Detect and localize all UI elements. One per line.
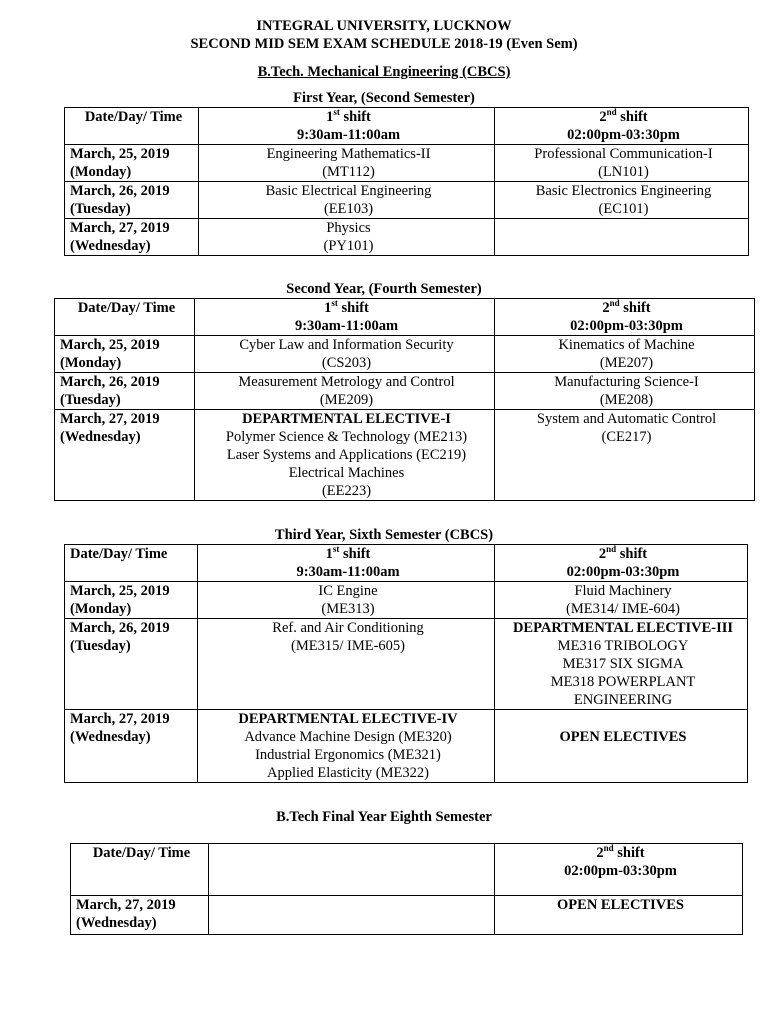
subject-code: (ME207) — [599, 355, 654, 371]
date-cell — [65, 145, 199, 182]
shift1-header — [195, 299, 495, 336]
subject-name: Basic Electrical Engineering — [265, 183, 432, 199]
subject-name: Physics — [326, 220, 371, 236]
shift2-num: 2 — [602, 300, 610, 316]
shift2-header — [495, 545, 748, 582]
date-text: March, 25, 2019 — [70, 146, 170, 162]
table-row — [65, 145, 749, 182]
shift2-header — [495, 844, 743, 896]
shift2-time: 02:00pm-03:30pm — [566, 564, 680, 580]
day-text: (Tuesday) — [60, 392, 121, 408]
shift1-sup: st — [331, 298, 338, 309]
table-header-row — [55, 299, 755, 336]
second-year-table — [54, 298, 755, 501]
elective-heading: OPEN ELECTIVES — [559, 729, 687, 745]
day-text: (Tuesday) — [70, 201, 131, 217]
subject-code: (EE103) — [323, 201, 374, 217]
date-header: Date/Day/ Time — [65, 108, 199, 145]
shift2-time: 02:00pm-03:30pm — [564, 863, 677, 879]
shift2-cell — [495, 145, 749, 182]
date-cell — [65, 710, 198, 783]
shift2-num: 2 — [599, 109, 607, 125]
date-cell — [65, 182, 199, 219]
shift1-cell — [195, 373, 495, 410]
shift2-num: 2 — [596, 845, 604, 861]
subject-name: Applied Elasticity (ME322) — [267, 765, 429, 781]
date-text: March, 27, 2019 — [76, 897, 176, 913]
shift2-sup: nd — [603, 843, 614, 854]
shift2-time: 02:00pm-03:30pm — [570, 318, 683, 334]
shift1-num: 1 — [326, 109, 334, 125]
shift1-time: 9:30am-11:00am — [294, 318, 399, 334]
shift1-sup: st — [333, 107, 340, 118]
subject-name: ENGINEERING — [573, 692, 673, 708]
shift1-header — [198, 545, 495, 582]
shift1-cell — [199, 145, 495, 182]
subject-code: (ME314/ IME-604) — [566, 601, 680, 617]
date-cell — [55, 373, 195, 410]
date-cell — [65, 619, 198, 710]
subject-name: System and Automatic Control — [536, 411, 717, 427]
shift1-cell — [198, 582, 495, 619]
shift1-header — [199, 108, 495, 145]
shift2-cell — [495, 182, 749, 219]
subject-name: Basic Electronics Engineering — [535, 183, 712, 199]
elective-heading: DEPARTMENTAL ELECTIVE-IV — [238, 711, 458, 727]
shift2-cell — [495, 336, 755, 373]
elective-heading: DEPARTMENTAL ELECTIVE-III — [512, 620, 734, 636]
subject-code: (MT112) — [322, 164, 375, 180]
table-row — [71, 896, 743, 935]
table-row — [55, 373, 755, 410]
subject-name: Electrical Machines — [288, 465, 405, 481]
first-year-title: First Year, (Second Semester) — [293, 90, 475, 106]
shift1-word: shift — [337, 300, 369, 316]
subject-name: Measurement Metrology and Control — [238, 374, 455, 390]
day-text: (Tuesday) — [70, 638, 131, 654]
subject-name: ME317 SIX SIGMA — [562, 656, 684, 672]
subject-code: (LN101) — [598, 164, 649, 180]
subject-name: ME316 TRIBOLOGY — [557, 638, 689, 654]
shift1-word: shift — [339, 109, 371, 125]
date-cell — [55, 410, 195, 501]
subject-name: Cyber Law and Information Security — [239, 337, 454, 353]
subject-name: Manufacturing Science-I — [554, 374, 699, 390]
table-header-row — [71, 844, 743, 896]
shift2-time: 02:00pm-03:30pm — [567, 127, 680, 143]
shift2-sup: nd — [606, 544, 617, 555]
shift2-cell — [495, 896, 743, 935]
table-row — [65, 219, 749, 256]
program-title: B.Tech. Mechanical Engineering (CBCS) — [257, 64, 511, 80]
shift1-cell — [198, 619, 495, 710]
shift2-sup: nd — [606, 107, 617, 118]
subject-code: (ME208) — [599, 392, 654, 408]
first-year-table — [64, 107, 749, 256]
subject-code: (ME315/ IME-605) — [291, 638, 405, 654]
elective-heading: OPEN ELECTIVES — [557, 897, 684, 913]
shift1-num: 1 — [325, 546, 333, 562]
shift1-cell — [199, 182, 495, 219]
table-row — [65, 619, 748, 710]
shift2-header — [495, 299, 755, 336]
subject-name: IC Engine — [318, 583, 378, 599]
schedule-title: SECOND MID SEM EXAM SCHEDULE 2018-19 (Even Sem) — [190, 36, 578, 52]
shift1-cell — [199, 219, 495, 256]
day-text: (Monday) — [70, 601, 132, 617]
date-text: March, 27, 2019 — [70, 220, 170, 236]
shift2-word: shift — [613, 845, 645, 861]
subject-name: Polymer Science & Technology (ME213) — [225, 429, 468, 445]
table-row — [65, 582, 748, 619]
date-text: March, 27, 2019 — [60, 411, 160, 427]
shift1-cell — [195, 410, 495, 501]
subject-code: (EC101) — [598, 201, 649, 217]
subject-name: Engineering Mathematics-II — [266, 146, 431, 162]
shift2-word: shift — [616, 546, 648, 562]
shift1-sup: st — [332, 544, 340, 555]
day-text: (Wednesday) — [70, 729, 151, 745]
table-row — [55, 336, 755, 373]
date-header: Date/Day/ Time — [71, 844, 209, 896]
shift1-time: 9:30am-11:00am — [296, 564, 400, 580]
shift1-header — [209, 844, 495, 896]
subject-code: (ME209) — [319, 392, 374, 408]
second-year-title: Second Year, (Fourth Semester) — [286, 281, 482, 297]
day-text: (Wednesday) — [70, 238, 151, 254]
subject-code: (ME313) — [321, 601, 375, 617]
subject-name: ME318 POWERPLANT — [550, 674, 696, 690]
date-header: Date/Day/ Time — [55, 299, 195, 336]
table-header-row — [65, 545, 748, 582]
shift1-cell — [198, 710, 495, 783]
subject-name: Ref. and Air Conditioning — [272, 620, 424, 636]
third-year-table — [64, 544, 748, 783]
date-text: March, 26, 2019 — [70, 620, 170, 636]
date-cell — [71, 896, 209, 935]
shift2-cell — [495, 373, 755, 410]
final-year-table — [70, 843, 743, 935]
shift1-num: 1 — [324, 300, 332, 316]
day-text: (Wednesday) — [60, 429, 141, 445]
day-text: (Monday) — [70, 164, 132, 180]
shift2-word: shift — [616, 109, 648, 125]
date-cell — [65, 582, 198, 619]
date-cell — [55, 336, 195, 373]
final-year-title: B.Tech Final Year Eighth Semester — [276, 809, 492, 825]
subject-code: (CS203) — [321, 355, 372, 371]
shift2-cell — [495, 219, 749, 256]
subject-name: Industrial Ergonomics (ME321) — [255, 747, 441, 763]
shift2-cell — [495, 582, 748, 619]
date-cell — [65, 219, 199, 256]
date-text: March, 26, 2019 — [60, 374, 160, 390]
table-row — [65, 182, 749, 219]
shift2-word: shift — [619, 300, 651, 316]
date-text: March, 27, 2019 — [70, 711, 170, 727]
subject-code: (PY101) — [323, 238, 374, 254]
subject-name: Professional Communication-I — [534, 146, 713, 162]
shift2-header — [495, 108, 749, 145]
shift2-cell — [495, 410, 755, 501]
table-row — [65, 710, 748, 783]
table-header-row — [65, 108, 749, 145]
third-year-title: Third Year, Sixth Semester (CBCS) — [274, 527, 494, 543]
subject-code: (CE217) — [601, 429, 652, 445]
shift1-word: shift — [339, 546, 371, 562]
subject-code: (EE223) — [321, 483, 372, 499]
shift1-cell — [209, 896, 495, 935]
date-text: March, 25, 2019 — [60, 337, 160, 353]
subject-name: Kinematics of Machine — [558, 337, 695, 353]
date-header: Date/Day/ Time — [65, 545, 198, 582]
date-text: March, 25, 2019 — [70, 583, 170, 599]
shift1-time: 9:30am-11:00am — [296, 127, 401, 143]
day-text: (Monday) — [60, 355, 122, 371]
university-name: INTEGRAL UNIVERSITY, LUCKNOW — [256, 18, 512, 34]
shift2-num: 2 — [598, 546, 607, 562]
elective-heading: DEPARTMENTAL ELECTIVE-I — [242, 411, 451, 427]
subject-name: Fluid Machinery — [574, 583, 672, 599]
date-text: March, 26, 2019 — [70, 183, 170, 199]
day-text: (Wednesday) — [76, 915, 157, 931]
shift2-cell — [495, 619, 748, 710]
table-row — [55, 410, 755, 501]
shift1-cell — [195, 336, 495, 373]
shift2-cell — [495, 710, 748, 783]
shift2-sup: nd — [609, 298, 620, 309]
subject-name: Laser Systems and Applications (EC219) — [226, 447, 467, 463]
subject-name: Advance Machine Design (ME320) — [244, 729, 452, 745]
